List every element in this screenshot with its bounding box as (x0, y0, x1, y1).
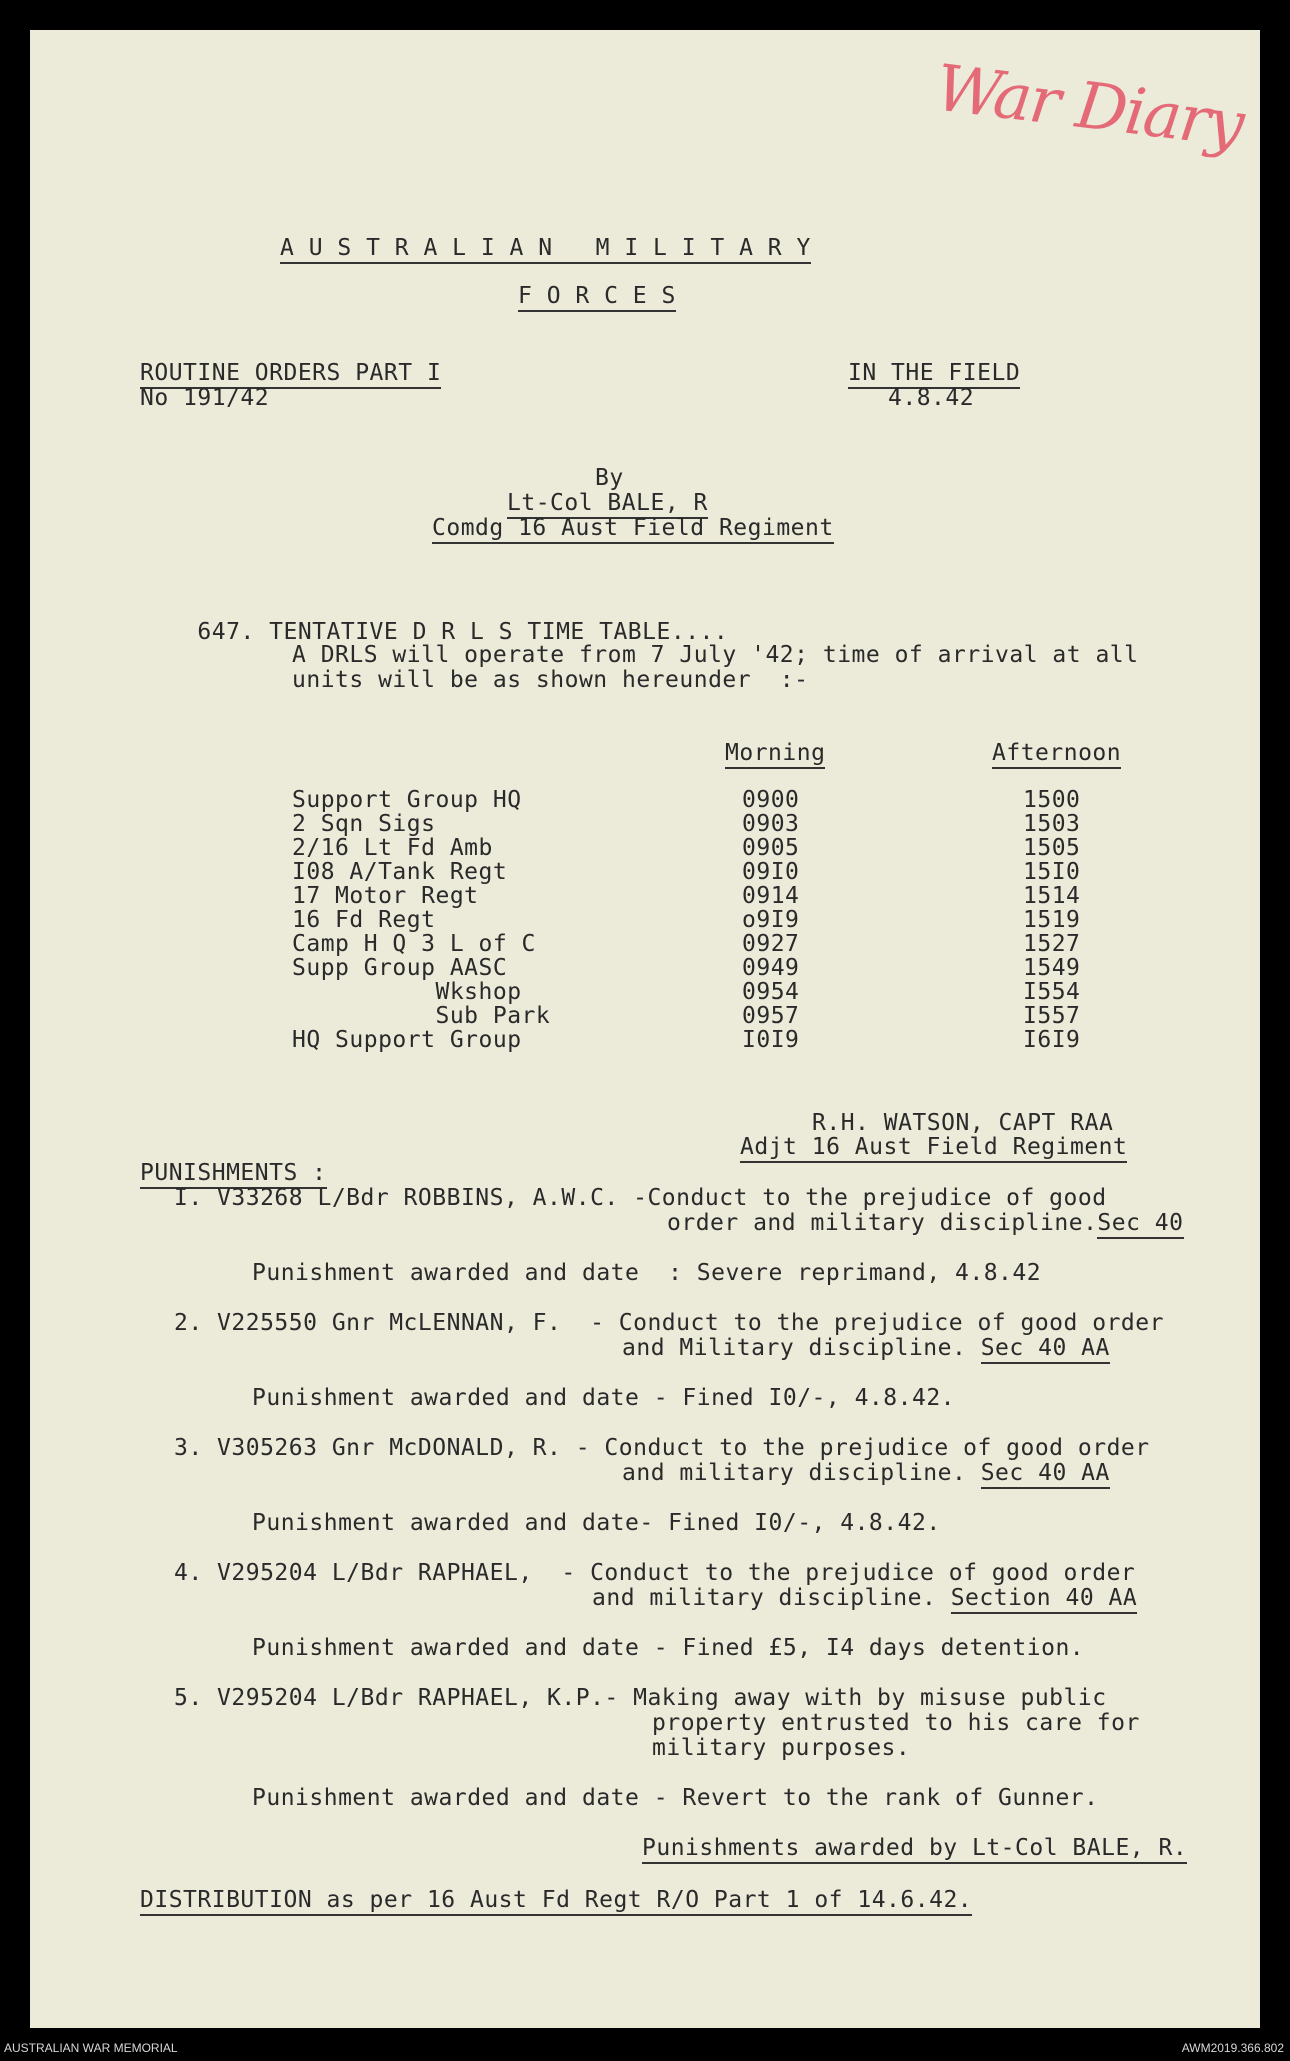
morning-time: 09I0 (742, 859, 800, 885)
punishment-4-award: Punishment awarded and date - Fined £5, I4 days detention. (252, 1635, 1085, 1661)
afternoon-time: I557 (1023, 1003, 1081, 1029)
punishment-2-text: and Military discipline. (622, 1335, 967, 1361)
order-number: No 191/42 (140, 385, 270, 411)
morning-time: 0914 (742, 883, 800, 909)
punishment-1-line-2 (667, 1210, 1184, 1236)
in-the-field-label: IN THE FIELD (848, 360, 1020, 389)
unit-name: I08 A/Tank Regt (292, 859, 508, 885)
punishment-2-award: Punishment awarded and date - Fined I0/-, 4.8.42. (252, 1385, 956, 1411)
morning-time: I0I9 (742, 1027, 800, 1053)
punishments-heading: PUNISHMENTS : (140, 1160, 327, 1189)
afternoon-time: 1505 (1023, 835, 1081, 861)
column-morning: Morning (725, 740, 825, 769)
unit-name: Sub Park (292, 1003, 551, 1029)
unit-name: 2 Sqn Sigs (292, 811, 436, 837)
command-title: Comdg 16 Aust Field Regiment (432, 515, 834, 544)
order-647-intro-2: units will be as shown hereunder :- (292, 667, 809, 693)
unit-name: 16 Fd Regt (292, 907, 436, 933)
unit-name: HQ Support Group (292, 1027, 522, 1053)
afternoon-time: 15I0 (1023, 859, 1081, 885)
morning-time: 0905 (742, 835, 800, 861)
punishments-awarded-by: Punishments awarded by Lt-Col BALE, R. (642, 1835, 1187, 1864)
punishment-4-section: Section 40 AA (951, 1585, 1138, 1614)
punishment-2-line-2 (622, 1335, 1110, 1361)
morning-time: 0903 (742, 811, 800, 837)
unit-name: Support Group HQ (292, 787, 522, 813)
morning-time: 0949 (742, 955, 800, 981)
punishment-5-line-3: military purposes. (652, 1735, 911, 1761)
by-label: By (595, 465, 624, 491)
order-647-intro-1: A DRLS will operate from 7 July '42; time of arrival at all (292, 642, 1139, 668)
punishment-5-line-1: 5. V295204 L/Bdr RAPHAEL, K.P.- Making away with by misuse public (174, 1685, 1107, 1711)
punishment-1-text: order and military discipline. (667, 1210, 1098, 1236)
morning-time: 0927 (742, 931, 800, 957)
afternoon-time: I554 (1023, 979, 1081, 1005)
punishment-1-section: Sec 40 (1097, 1210, 1183, 1239)
punishment-3-text: and military discipline. (622, 1460, 967, 1486)
punishment-3-section: Sec 40 AA (981, 1460, 1110, 1489)
punishment-1-award: Punishment awarded and date : Severe reprimand, 4.8.42 (252, 1260, 1042, 1286)
signature-name: R.H. WATSON, CAPT RAA (812, 1110, 1114, 1136)
unit-name: Camp H Q 3 L of C (292, 931, 536, 957)
punishment-5-award: Punishment awarded and date - Revert to the rank of Gunner. (252, 1785, 1099, 1811)
morning-time: 0957 (742, 1003, 800, 1029)
punishment-3-award: Punishment awarded and date- Fined I0/-, 4.8.42. (252, 1510, 941, 1536)
punishment-1-line-1: I. V33268 L/Bdr ROBBINS, A.W.C. -Conduct to the prejudice of good (174, 1185, 1107, 1211)
signature-title: Adjt 16 Aust Field Regiment (740, 1134, 1127, 1163)
order-647-heading-text: 647. TENTATIVE D R L S TIME TABLE.... (197, 619, 729, 645)
punishment-2-section: Sec 40 AA (981, 1335, 1110, 1364)
punishment-3-line-2 (622, 1460, 1110, 1486)
punishment-4-line-1: 4. V295204 L/Bdr RAPHAEL, - Conduct to the prejudice of good order (174, 1560, 1136, 1586)
morning-time: o9I9 (742, 907, 800, 933)
afternoon-time: 1519 (1023, 907, 1081, 933)
punishment-2-line-1: 2. V225550 Gnr McLENNAN, F. - Conduct to the prejudice of good order (174, 1310, 1164, 1336)
afternoon-time: I6I9 (1023, 1027, 1081, 1053)
footer-right: AWM2019.366.802 (1181, 2041, 1284, 2055)
routine-orders-label: ROUTINE ORDERS PART I (140, 360, 441, 389)
unit-name: Supp Group AASC (292, 955, 508, 981)
handwritten-annotation: War Diary (931, 51, 1247, 163)
punishment-5-line-2: property entrusted to his care for (652, 1710, 1140, 1736)
afternoon-time: 1549 (1023, 955, 1081, 981)
afternoon-time: 1500 (1023, 787, 1081, 813)
afternoon-time: 1503 (1023, 811, 1081, 837)
punishment-4-line-2 (592, 1585, 1137, 1611)
column-afternoon: Afternoon (992, 740, 1121, 769)
unit-name: Wkshop (292, 979, 522, 1005)
unit-name: 17 Motor Regt (292, 883, 479, 909)
document-page (30, 30, 1260, 2028)
order-date: 4.8.42 (888, 385, 975, 411)
afternoon-time: 1514 (1023, 883, 1081, 909)
title-line-1: A U S T R A L I A N M I L I T A R Y (280, 235, 811, 264)
morning-time: 0900 (742, 787, 800, 813)
footer-left: AUSTRALIAN WAR MEMORIAL (4, 2041, 178, 2055)
title-line-2: F O R C E S (518, 283, 676, 312)
morning-time: 0954 (742, 979, 800, 1005)
punishment-4-text: and military discipline. (592, 1585, 937, 1611)
unit-name: 2/16 Lt Fd Amb (292, 835, 493, 861)
issuing-officer: Lt-Col BALE, R (507, 490, 708, 519)
punishment-3-line-1: 3. V305263 Gnr McDONALD, R. - Conduct to the prejudice of good order (174, 1435, 1150, 1461)
distribution-line: DISTRIBUTION as per 16 Aust Fd Regt R/O Part 1 of 14.6.42. (140, 1887, 972, 1916)
afternoon-time: 1527 (1023, 931, 1081, 957)
